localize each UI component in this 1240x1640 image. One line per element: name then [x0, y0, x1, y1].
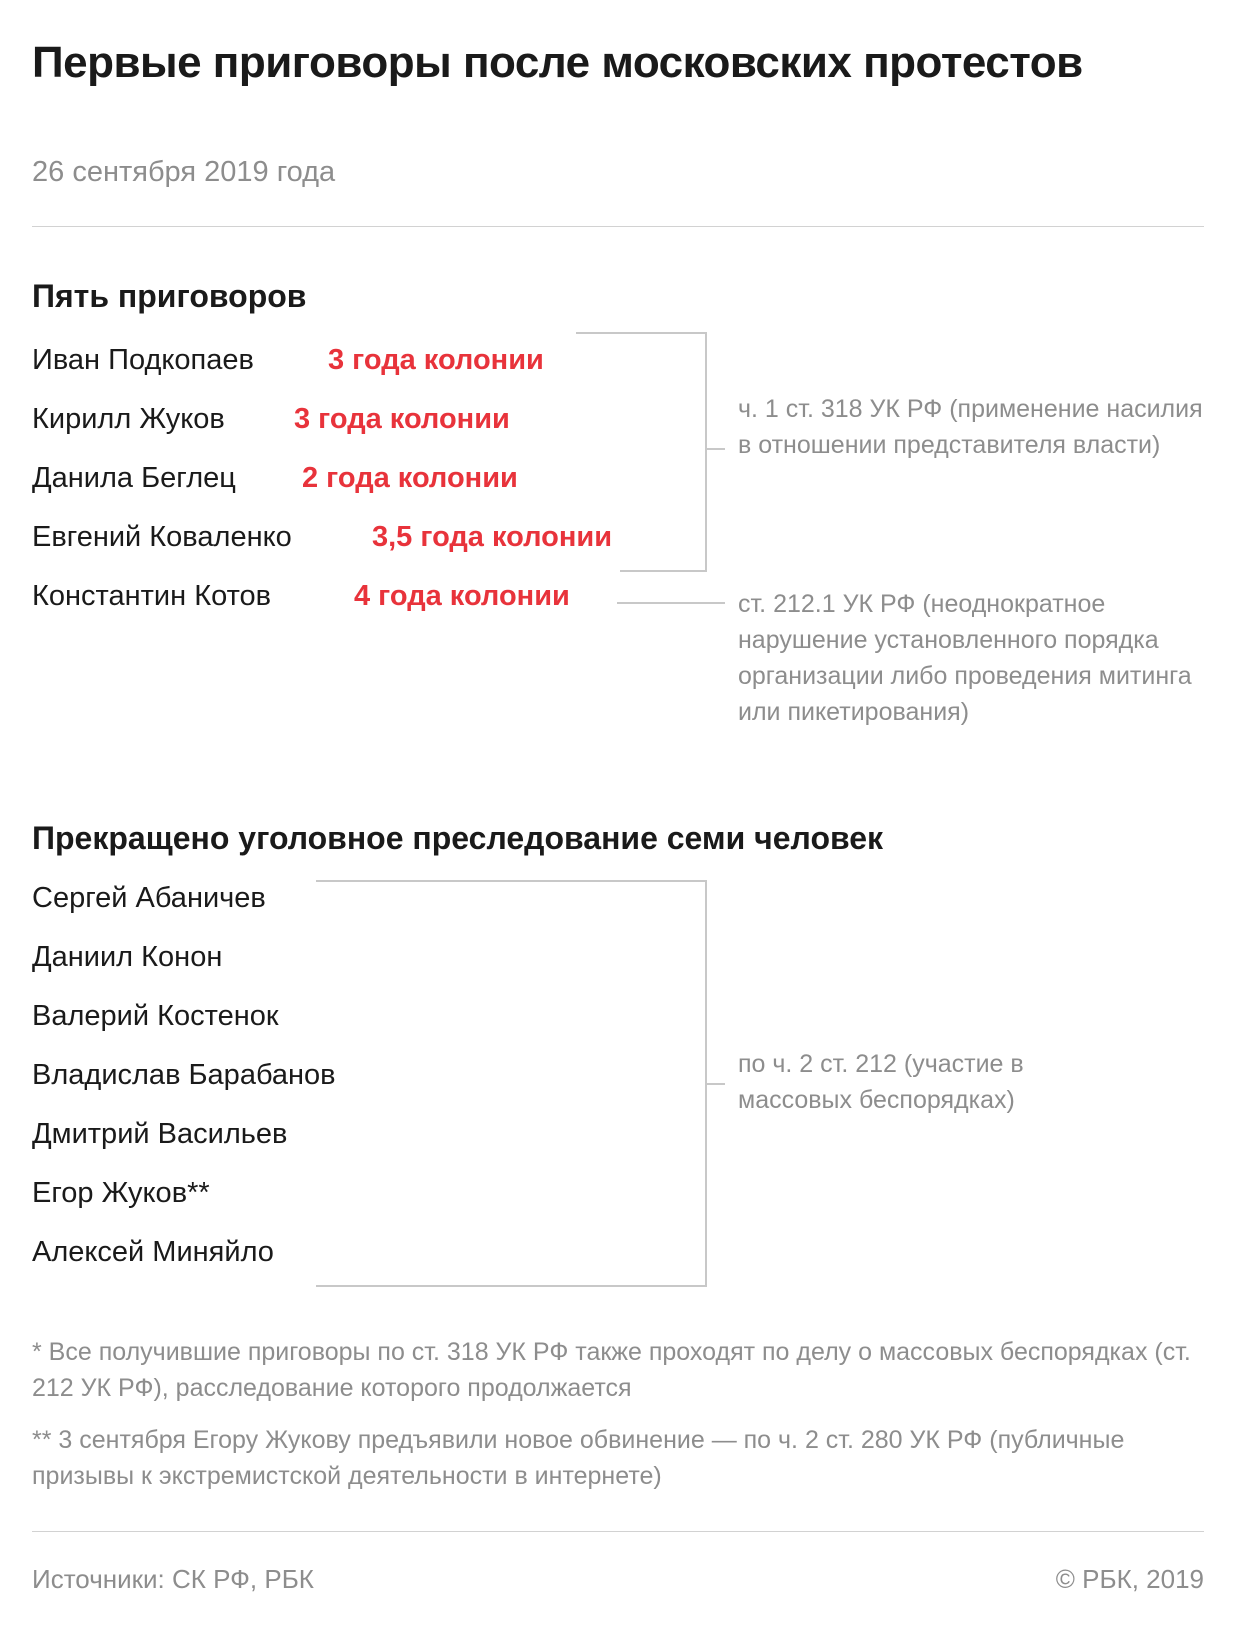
bracket-vertical-line [705, 332, 707, 572]
convict-sentence: 3,5 года колонии [372, 521, 613, 553]
bracket-connector [707, 1083, 725, 1085]
bracket-connector [707, 448, 725, 450]
convict-name: Кирилл Жуков [32, 403, 225, 435]
article-212-1-note: ст. 212.1 УК РФ (неоднократное нарушение установленного порядка организации либо проведения митинга или пикетирования) [738, 590, 1192, 726]
convict-sentence: 4 года колонии [354, 580, 570, 612]
publication-date: 26 сентября 2019 года [32, 156, 336, 188]
bracket-top-line [316, 880, 706, 882]
convict-name: Данила Беглец [32, 462, 236, 494]
article-212-note: по ч. 2 ст. 212 (участие в массовых беспорядках) [738, 1050, 1024, 1114]
page-title: Первые приговоры после московских протестов [32, 38, 1083, 87]
article-318-note: ч. 1 ст. 318 УК РФ (применение насилия в отношении представителя власти) [738, 395, 1203, 459]
convict-name: Иван Подкопаев [32, 344, 254, 376]
convict-name: Евгений Коваленко [32, 521, 292, 553]
dropped-name: Егор Жуков** [32, 1177, 210, 1209]
convict-name: Константин Котов [32, 580, 272, 612]
sentences-heading: Пять приговоров [32, 278, 307, 314]
header-divider [32, 226, 1204, 227]
footer-divider [32, 1531, 1204, 1532]
dropped-name: Дмитрий Васильев [32, 1118, 288, 1150]
dropped-name: Валерий Костенок [32, 1000, 279, 1032]
footnote-1: * Все получившие приговоры по ст. 318 УК РФ также проходят по делу о массовых беспорядках (ст. 212 УК РФ), расследование которого продолжается [32, 1338, 1191, 1402]
bracket-top-line [576, 332, 706, 334]
bracket-bottom-line [620, 570, 707, 572]
copyright-text: © РБК, 2019 [1055, 1564, 1204, 1594]
dropped-name: Алексей Миняйло [32, 1236, 274, 1268]
footnote-2: ** 3 сентября Егору Жукову предъявили новое обвинение — по ч. 2 ст. 280 УК РФ (публичные призывы к экстремистской деятельности в интернете) [32, 1426, 1125, 1490]
dropped-heading: Прекращено уголовное преследование семи человек [32, 820, 884, 856]
dropped-name: Владислав Барабанов [32, 1059, 336, 1091]
kotov-connector-line [617, 602, 725, 604]
bracket-bottom-line [316, 1285, 707, 1287]
convict-sentence: 3 года колонии [328, 344, 544, 376]
dropped-name: Сергей Абаничев [32, 882, 266, 914]
convict-sentence: 3 года колонии [294, 403, 510, 435]
sources-text: Источники: СК РФ, РБК [32, 1564, 314, 1594]
dropped-name: Даниил Конон [32, 941, 223, 973]
convict-sentence: 2 года колонии [302, 462, 518, 494]
